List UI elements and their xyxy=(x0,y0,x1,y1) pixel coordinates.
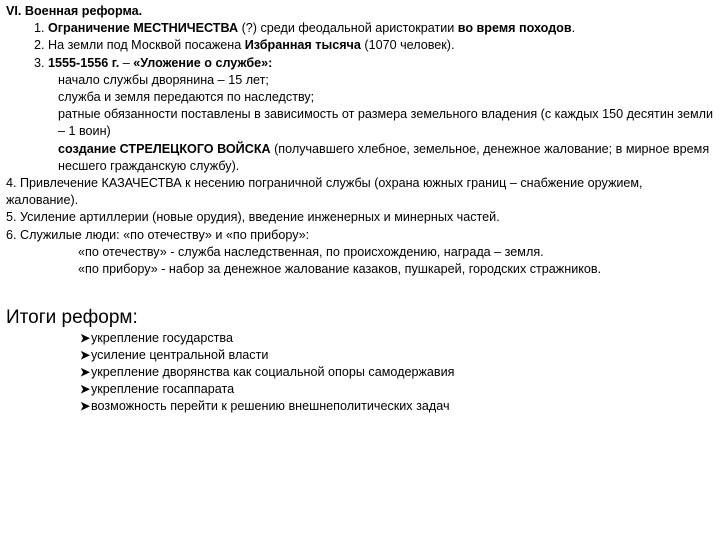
list-item: ➤ усиление центральной власти xyxy=(80,348,269,362)
list-item: ➤ возможность перейти к решению внешнеполитических задач xyxy=(80,399,450,413)
item-1: 1. Ограничение МЕСТНИЧЕСТВА (?) среди феодальной аристократии во время походов. xyxy=(34,21,576,36)
item-2: 2. На земли под Москвой посажена Избранная тысяча (1070 человек). xyxy=(34,38,455,53)
item-3-sub-3: ратные обязанности поставлены в зависимость от размера земельного владения (с каждых 150 десятин земли – 1 воин) xyxy=(58,107,713,139)
list-item: ➤ укрепление госаппарата xyxy=(80,382,235,396)
item-4: 4. Привлечение КАЗАЧЕСТВА к несению пограничной службы (охрана южных границ – снабжение оружием, жалование). xyxy=(6,176,643,208)
military-reform-section xyxy=(6,3,714,278)
item-3-sub-2: служба и земля передаются по наследству; xyxy=(58,90,315,105)
item-5: 5. Усиление артиллерии (новые орудия), введение инженерных и минерных частей. xyxy=(6,210,500,225)
item-6-sub-2: «по прибору» - набор за денежное жалование казаков, пушкарей, городских стражников. xyxy=(78,262,602,277)
arrow-bullet-icon: ➤ xyxy=(80,365,91,379)
section-title: VI. Военная реформа. xyxy=(6,4,143,18)
results-list xyxy=(80,330,454,415)
arrow-bullet-icon: ➤ xyxy=(80,382,91,396)
arrow-bullet-icon: ➤ xyxy=(80,399,91,413)
arrow-bullet-icon: ➤ xyxy=(80,348,91,362)
list-item: ➤ укрепление государства xyxy=(80,331,233,345)
item-6: 6. Служилые люди: «по отечеству» и «по прибору»: xyxy=(6,227,310,242)
list-item: ➤ укрепление дворянства как социальной опоры самодержавия xyxy=(80,365,455,379)
item-3: 3. 1555-1556 г. – «Уложение о службе»: xyxy=(34,55,273,70)
item-3-sub-1: начало службы дворянина – 15 лет; xyxy=(58,72,269,87)
item-6-sub-1: «по отечеству» - служба наследственная, по происхождению, награда – земля. xyxy=(78,244,544,259)
results-title: Итоги реформ: xyxy=(6,307,138,328)
item-3-sub-4: создание СТРЕЛЕЦКОГО ВОЙСКА (получавшего хлебное, земельное, денежное жалование; в мирное время несшего гражданскую службу). xyxy=(58,141,710,173)
arrow-bullet-icon: ➤ xyxy=(80,331,91,345)
